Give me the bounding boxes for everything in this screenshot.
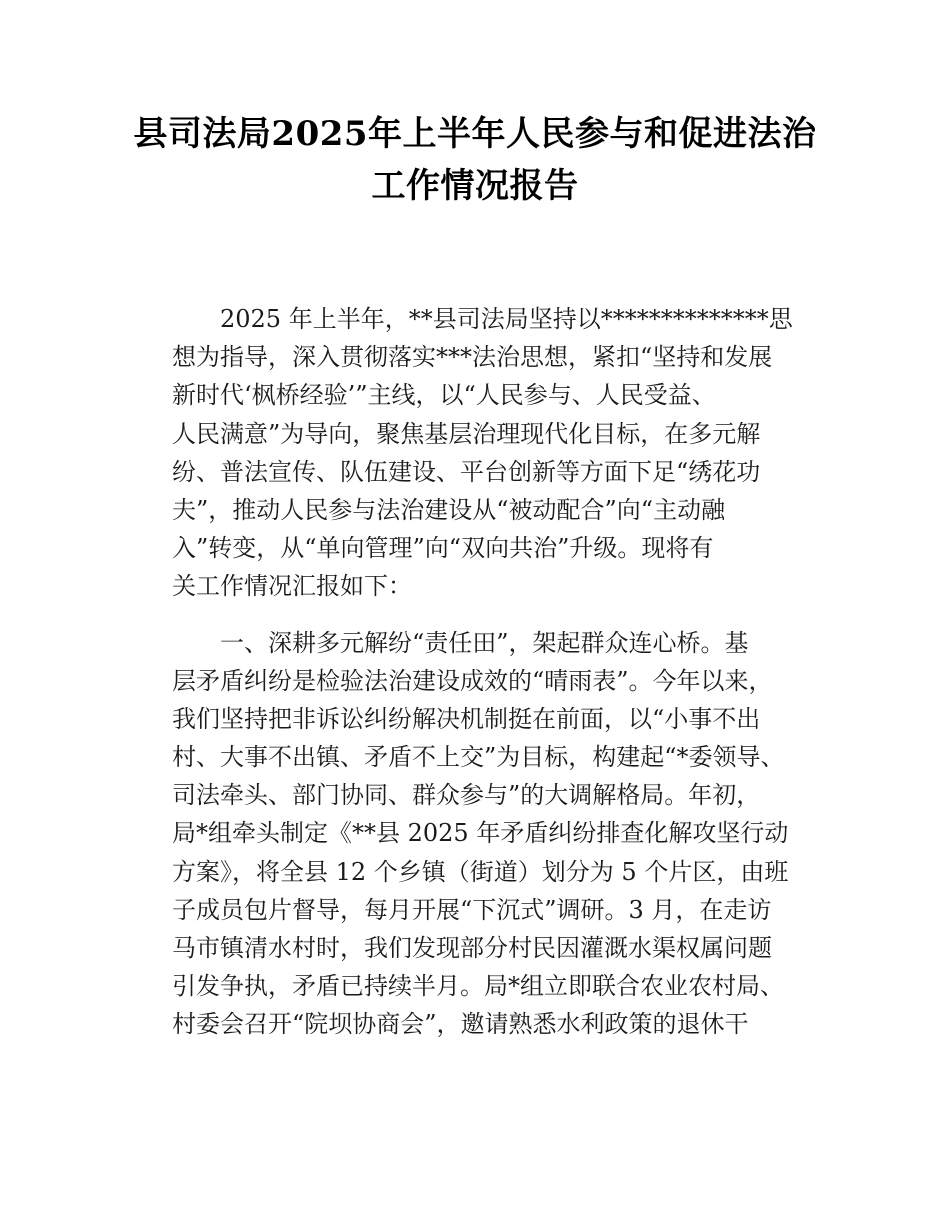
- text-line: 村委会召开“院坝协商会”，邀请熟悉水利政策的退休干: [172, 1010, 749, 1039]
- document-title: [100, 108, 850, 212]
- text-line: 方案》，将全县 12 个乡镇（街道）划分为 5 个片区，由班: [172, 857, 789, 886]
- text-line: 层矛盾纠纷是检验法治建设成效的“晴雨表”。今年以来，: [172, 666, 773, 695]
- text-line: 想为指导，深入贯彻落实***法治思想，紧扣“坚持和发展: [172, 343, 773, 372]
- title-line-2: 工作情况报告: [371, 166, 579, 206]
- text-line: 司法牵头、部门协同、群众参与”的大调解格局。年初，: [172, 781, 761, 810]
- text-line: 村、大事不出镇、矛盾不上交”为目标，构建起“*委领导、: [172, 743, 785, 772]
- document-body: [172, 300, 822, 1062]
- text-line: 引发争执，矛盾已持续半月。局*组立即联合农业农村局、: [172, 972, 784, 1001]
- paragraph-section-one: [172, 624, 822, 1044]
- text-line: 一、深耕多元解纷“责任田”，架起群众连心桥。基: [220, 628, 749, 657]
- text-line: 人民满意”为导向，聚焦基层治理现代化目标，在多元解: [172, 419, 761, 448]
- text-line: 新时代‘枫桥经验’”主线，以“人民参与、人民受益、: [172, 381, 716, 410]
- text-line: 2025 年上半年，**县司法局坚持以**************思: [220, 305, 793, 333]
- text-line: 纷、普法宣传、队伍建设、平台创新等方面下足“绣花功: [172, 457, 761, 486]
- text-line: 子成员包片督导，每月开展“下沉式”调研。3 月，在走访: [172, 895, 772, 924]
- text-line: 关工作情况汇报如下：: [172, 572, 412, 601]
- title-line-1: 县司法局2025年上半年人民参与和促进法治: [133, 114, 817, 154]
- text-line: 入”转变，从“单向管理”向“双向共治”升级。现将有: [172, 534, 714, 563]
- text-line: 我们坚持把非诉讼纠纷解决机制挺在前面，以“小事不出: [172, 704, 761, 733]
- text-line: 局*组牵头制定《**县 2025 年矛盾纠纷排查化解攻坚行动: [172, 819, 789, 848]
- text-line: 夫”，推动人民参与法治建设从“被动配合”向“主动融: [172, 495, 726, 524]
- paragraph-intro: [172, 300, 822, 606]
- text-line: 马市镇清水村时，我们发现部分村民因灌溉水渠权属问题: [172, 934, 772, 962]
